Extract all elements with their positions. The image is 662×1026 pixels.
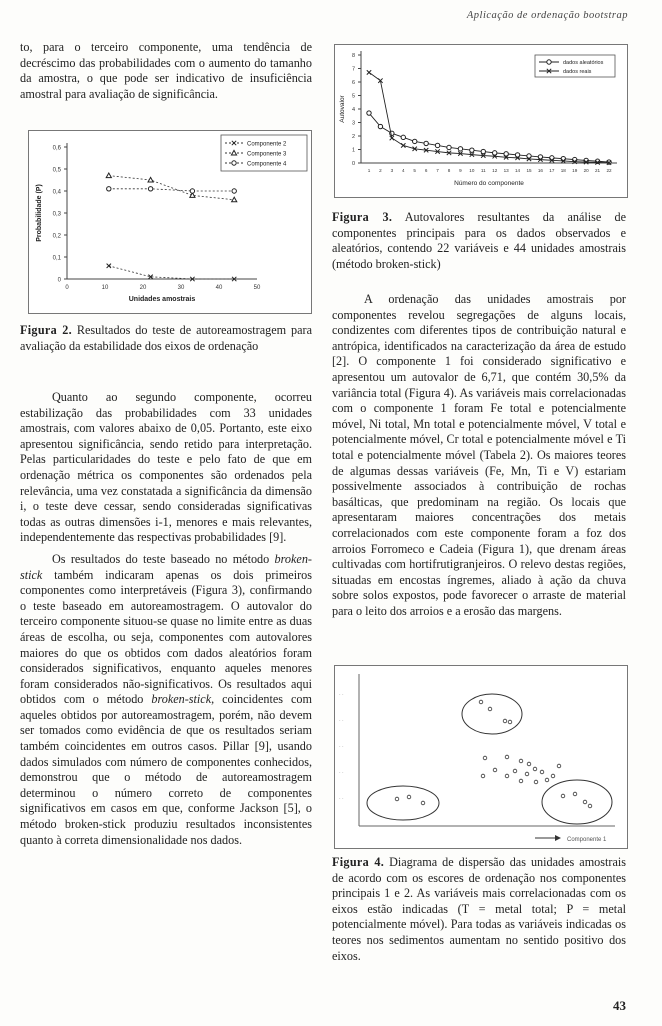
x-axis-title: Componente 1 — [567, 837, 607, 843]
data-point — [148, 187, 152, 191]
legend-label: Componente 4 — [247, 161, 287, 168]
data-point — [190, 189, 194, 193]
x-tick-label: 16 — [537, 168, 543, 173]
x-tick-label: 7 — [436, 168, 439, 173]
data-point — [470, 148, 474, 152]
x-tick-label: 18 — [560, 168, 566, 173]
figure-4-chart — [334, 665, 628, 849]
right-column-body — [332, 292, 626, 619]
left-column-body — [20, 390, 312, 848]
legend — [535, 55, 615, 77]
svg-text:· ·: · · — [339, 796, 344, 802]
x-tick-label: 19 — [572, 168, 578, 173]
x-tick-label: 9 — [459, 168, 462, 173]
x-tick-label: 0 — [65, 285, 69, 291]
paragraph: Quanto ao segundo componente, ocorreu estabilização das probabilidades com 33 unidades amostrais, com valores abaixo de 0,05. Portanto, este eixo apresentou significância, sendo retido para interpretação. Pelas particularidades do teste e pelo fato de que em ordenação métrica os componentes são ordenados pela relevância, uma vez constatada a significância da dimensão i, o teste deve cessar, sendo consideradas significativas todas as outras dimensões i-1, menores e mais relevantes, independentemente das respectivas probabilidades [9]. — [20, 390, 312, 545]
data-point — [561, 156, 565, 160]
svg-text:· ·: · · — [339, 744, 344, 750]
data-point — [232, 197, 237, 202]
y-axis-title: Autovalor — [339, 95, 346, 123]
figure-4-svg — [335, 666, 627, 848]
x-tick-label: 30 — [177, 285, 185, 291]
left-column-top — [20, 40, 312, 102]
y-tick-label: 0,4 — [52, 189, 61, 196]
cluster-ellipse — [367, 786, 439, 820]
x-tick-label: 10 — [469, 168, 475, 173]
cluster-ellipse — [462, 694, 522, 734]
y-tick-label: 6 — [351, 80, 355, 87]
svg-text:· ·: · · — [339, 718, 344, 724]
series-line — [109, 266, 234, 279]
x-tick-label: 10 — [101, 285, 109, 291]
x-tick-label: 40 — [215, 285, 223, 291]
paragraph: to, para o terceiro componente, uma tendência de decréscimo das probabilidades com o aumento do tamanho da amostra, o que pode ser indicativo de insuficiência amostral para avaliação de significância. — [20, 40, 312, 101]
series-line — [369, 72, 609, 162]
y-tick-label: 1 — [351, 147, 355, 154]
figure-3-svg — [335, 45, 627, 197]
figure-2-caption: Figura 2. Resultados do teste de autoreamostragem para avaliação da estabilidade dos eixos de ordenação — [20, 323, 312, 353]
y-tick-label: 0,6 — [52, 145, 61, 152]
svg-text:· ·: · · — [339, 692, 344, 698]
x-tick-label: 12 — [492, 168, 498, 173]
legend — [221, 135, 307, 171]
data-point — [367, 111, 371, 115]
x-axis-title: Número do componente — [454, 180, 524, 187]
data-point — [367, 70, 371, 74]
data-point — [106, 173, 111, 178]
series-line — [109, 189, 234, 191]
figure-2-svg — [29, 131, 311, 313]
data-point — [401, 135, 405, 139]
data-point — [413, 139, 417, 143]
x-tick-label: 4 — [402, 168, 405, 173]
x-tick-label: 13 — [503, 168, 509, 173]
y-tick-label: 5 — [351, 93, 355, 100]
y-tick-label: 2 — [351, 134, 355, 141]
scatter-points — [395, 700, 592, 808]
x-tick-label: 1 — [367, 168, 371, 173]
data-point — [481, 149, 485, 153]
y-tick-label: 0,1 — [52, 255, 61, 262]
x-tick-label: 15 — [526, 168, 532, 173]
figure-3-caption: Figura 3. Autovalores resultantes da análise de componentes principais para os dados observados e aleatórios, contendo 22 variáveis e 44 unidades amostrais (método broken-stick) — [332, 210, 627, 271]
paragraph: A ordenação das unidades amostrais por componentes revelou segregações de alguns locais, condizentes com diferentes tipos de contribuição natural e antrópica, identificados na caracterização da área de estudo [2]. O componente 1 foi considerado significativo e apresentou um autovalor de 6,71, que contém 30,5% da variância total (Figura 4). As variáveis mais correlacionadas com o componente 1 foram Fe total e potencialmente móvel, Ni total, Mn total e potencialmente móvel, V total e potencialmente móvel, Cr total e potencialmente móvel e Ti total e potencialmente móvel (Tabela 2). Os maiores teores de algumas dessas variáveis (Fe, Mn, Ti e V) estariam possivelmente associados à contribuição de rochas basálticas, que predominam na região. Os locais que apresentaram maiores concentrações dos metais correlacionados com este componente foram a foz dos arroios Forromeco e Cadeia (Figura 1), que drenam áreas cultivadas com hortifrutigranjeiros. O relevo destas regiões, situadas em encostas íngremes, aliado à ação da chuva sobre solos expostos, pode favorecer o arraste de material para o leito dos arroios e a erosão das margens. — [332, 292, 626, 618]
figure-2-chart — [28, 130, 312, 314]
data-point — [458, 147, 462, 151]
y-tick-label: 0 — [351, 161, 355, 168]
y-tick-label: 0,5 — [52, 167, 61, 174]
x-tick-label: 17 — [549, 168, 555, 173]
data-point — [107, 187, 111, 191]
x-axis-title: Unidades amostrais — [128, 296, 196, 303]
legend-label: dados reais — [563, 69, 592, 75]
running-header: Aplicação de ordenação bootstrap — [466, 10, 628, 21]
y-tick-label: 4 — [351, 107, 355, 114]
y-tick-label: 3 — [351, 120, 355, 127]
x-tick-label: 14 — [515, 168, 521, 173]
legend-label: dados aleatórios — [563, 60, 604, 66]
x-tick-label: 21 — [595, 168, 601, 173]
x-tick-label: 22 — [606, 168, 612, 173]
svg-text:· ·: · · — [339, 770, 344, 776]
y-tick-label: 7 — [351, 66, 355, 73]
y-tick-label: 0,2 — [52, 233, 61, 240]
x-tick-label: 8 — [447, 168, 451, 173]
data-point — [148, 177, 153, 182]
data-point — [547, 60, 551, 64]
legend-label: Componente 2 — [247, 141, 287, 148]
y-tick-label: 0,3 — [52, 211, 61, 218]
data-point — [232, 189, 236, 193]
figure-4-caption: Figura 4. Diagrama de dispersão das unidades amostrais de acordo com os escores de ordenação nos componentes principais 1 e 2. As variáveis mais correlacionadas com os eixos estão indicadas (T = metal total; P = metal potencialmente móvel). Para todas as variáveis indicadas os teores nos sedimentos aumentam no sentido positivo dos eixos. — [332, 855, 627, 963]
y-axis-title: Probabilidade (P) — [36, 184, 43, 242]
data-point — [378, 124, 382, 128]
y-tick-label: 0 — [57, 277, 61, 284]
x-tick-label: 20 — [139, 285, 147, 291]
data-point — [232, 161, 236, 165]
x-tick-label: 5 — [413, 168, 416, 173]
x-tick-label: 6 — [424, 168, 428, 173]
x-tick-label: 50 — [253, 285, 261, 291]
page-number: 43 — [613, 998, 626, 1013]
y-tick-label: 8 — [351, 53, 355, 60]
data-point — [435, 143, 439, 147]
data-point — [447, 145, 451, 149]
x-tick-label: 11 — [480, 168, 486, 173]
x-tick-label: 3 — [390, 168, 394, 173]
series-line — [109, 176, 234, 200]
legend-label: Componente 3 — [247, 151, 287, 158]
x-tick-label: 2 — [379, 168, 382, 173]
data-point — [424, 141, 428, 145]
x-tick-label: 20 — [583, 168, 589, 173]
paragraph: Os resultados do teste baseado no método broken-stick também indicaram apenas os dois primeiros componentes como interpretáveis (Figura 3), confirmando o teste baseado em autoreamostragem. O autovalor do terceiro componente situou-se quase no limite entre as duas áreas de escolha, ou seja, componentes com autovalores maiores do que os obtidos com dados aleatórios foram considerados significativos, enquanto aqueles menores foram considerados não-significativos. Os resultados aqui obtidos com o método broken-stick, coincidentes com aqueles obtidos por autoreamostragem, porém, não devem ser tomados como evidência de que os resultados seriam também coincidentes em outros casos. Pillar [9], usando dados simulados com número de componentes conhecidos, demonstrou que o método de autoreamostragem determinou o número correto de componentes significativos em casos em que, conforme Jackson [5], o método broken-stick produziu resultados inconsistentes quanto à correta dimensionalidade nos dados. — [20, 551, 312, 847]
figure-3-chart — [334, 44, 628, 198]
cluster-ellipse — [542, 780, 612, 824]
